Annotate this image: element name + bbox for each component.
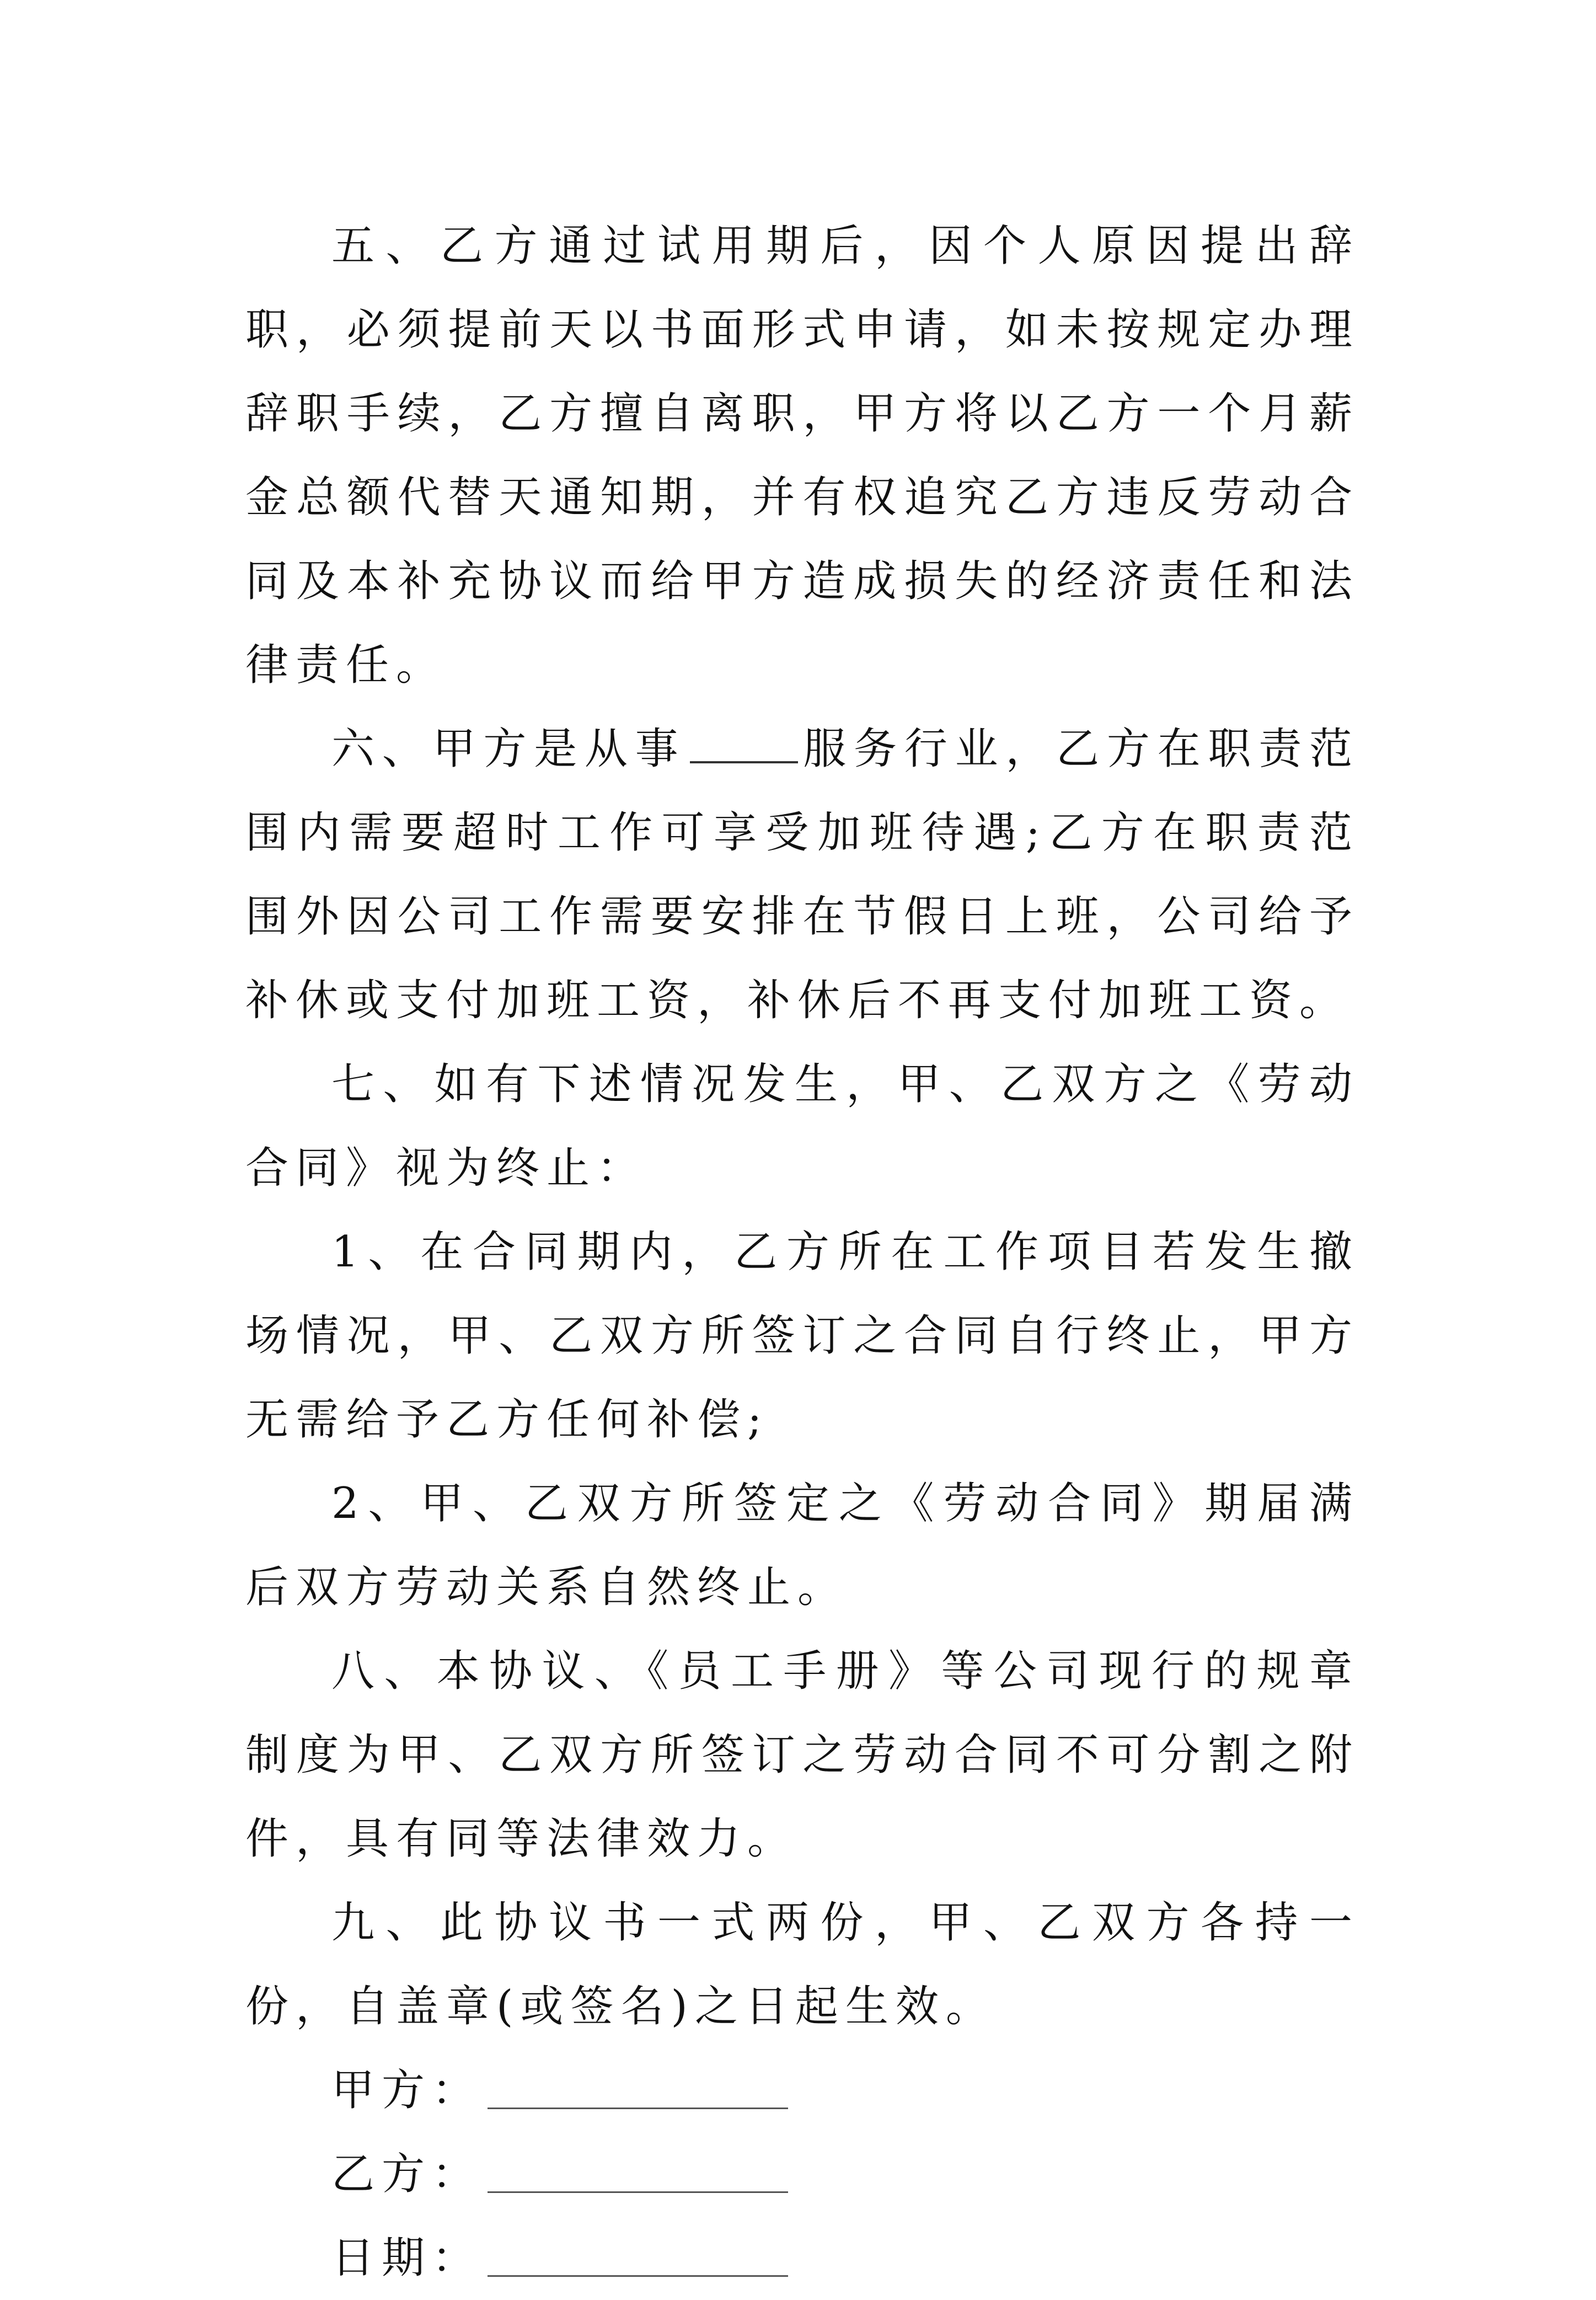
- date-signature-line: [488, 2275, 788, 2277]
- document-body: [245, 204, 1359, 2300]
- industry-blank: [690, 761, 798, 763]
- clause-6: [245, 707, 1359, 1042]
- signature-block: [245, 2048, 1359, 2300]
- party-a-signature-line: [488, 2108, 788, 2109]
- party-b-signature-line: [488, 2191, 788, 2193]
- clause-9: 九、此协议书一式两份，甲、乙双方各持一份，自盖章(或签名)之日起生效。: [245, 1898, 1359, 2031]
- clause-7-item-1: 1、在合同期内，乙方所在工作项目若发生撤场情况，甲、乙双方所签订之合同自行终止，甲方无需给予乙方任何补偿;: [245, 1227, 1359, 1445]
- party-b-row: [245, 2132, 1359, 2216]
- date-row: [245, 2216, 1359, 2300]
- date-label: 日期：: [331, 2233, 483, 2283]
- clause-7: 七、如有下述情况发生，甲、乙双方之《劳动合同》视为终止：: [245, 1060, 1359, 1193]
- clause-5: 五、乙方通过试用期后，因个人原因提出辞职，必须提前天以书面形式申请，如未按规定办理辞职手续，乙方擅自离职，甲方将以乙方一个月薪金总额代替天通知期，并有权追究乙方违反劳动合同及本补充协议而给甲方造成损失的经济责任和法律责任。: [245, 221, 1359, 690]
- clause-6-rest: 服务行业，乙方在职责范围内需要超时工作可享受加班待遇;乙方在职责范围外因公司工作需要安排在节假日上班，公司给予补休或支付加班工资，补休后不再支付加班工资。: [245, 724, 1359, 1025]
- party-a-label: 甲方：: [331, 2066, 483, 2115]
- clause-6-lead: 六、甲方是从事: [331, 724, 686, 774]
- clause-8: 八、本协议、《员工手册》等公司现行的规章制度为甲、乙双方所签订之劳动合同不可分割之附件，具有同等法律效力。: [245, 1646, 1359, 1864]
- party-a-row: [245, 2048, 1359, 2132]
- party-b-label: 乙方：: [331, 2149, 483, 2199]
- clause-7-item-2: 2、甲、乙双方所签定之《劳动合同》期届满后双方劳动关系自然终止。: [245, 1479, 1359, 1612]
